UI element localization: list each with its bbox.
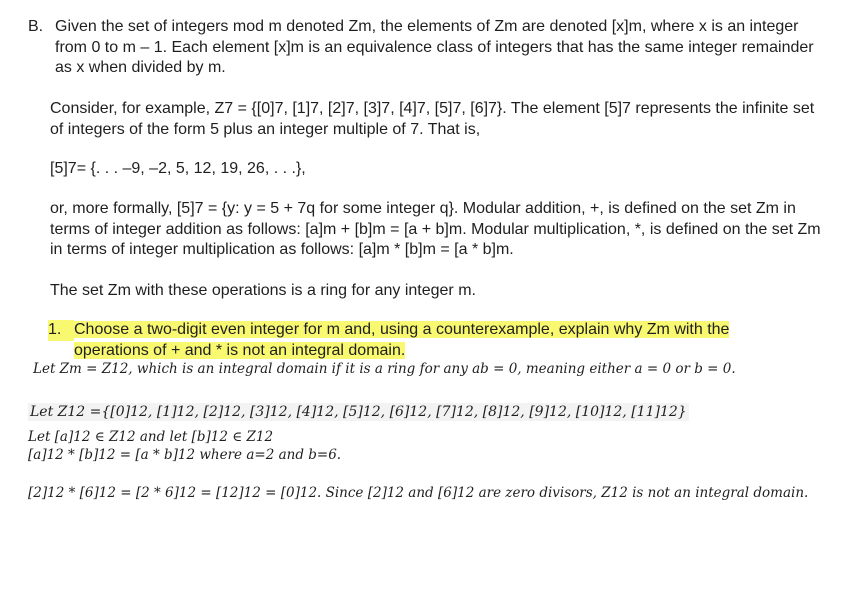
answer-let-a-b: Let [a]12 ∈ Z12 and let [b]12 ∈ Z12 (28, 429, 274, 445)
question-1 (48, 320, 808, 361)
question-line-1: Choose a two-digit even integer for m and, using a counterexample, explain why Zm with the (74, 321, 730, 338)
ring-statement: The set Zm with these operations is a ring for any integer m. (50, 282, 476, 299)
answer-z12-set: Let Z12 ={[0]12, [1]12, [2]12, [3]12, [4]12, [5]12, [6]12, [7]12, [8]12, [9]12, [10]12, [11]12} (30, 404, 687, 420)
answer-conclusion: [2]12 * [6]12 = [2 * 6]12 = [12]12 = [0]12. Since [2]12 and [6]12 are zero divisors, Z12 is not an integral domain. (28, 485, 809, 501)
answer-product: [a]12 * [b]12 = [a * b]12 where a=2 and b=6. (28, 447, 342, 463)
answer-let-zm: Let Zm = Z12, which is an integral domain if it is a ring for any ab = 0, meaning either a = 0 or b = 0. (33, 361, 736, 377)
question-marker: 1. (48, 320, 74, 341)
consider-paragraph: Consider, for example, Z7 = {[0]7, [1]7, [2]7, [3]7, [4]7, [5]7, [6]7}. The element [5]7 represents the infinite set of integers of the form 5 plus an integer multiple of 7. That is, (50, 100, 815, 138)
problem-b-paragraph (28, 17, 828, 79)
formal-definition-paragraph: or, more formally, [5]7 = {y: y = 5 + 7q for some integer q}. Modular addition, +, is defined on the set Zm in terms of integer addition as follows: [a]m + [b]m = [a + b]m. Modular multiplication, *, is defined on the set Zm in terms of integer multiplication as follows: [a]m * [b]m = [a * b]m. (50, 200, 821, 258)
problem-text: Given the set of integers mod m denoted Zm, the elements of Zm are denoted [x]m, where x is an integer from 0 to m – 1. Each element [x]m is an equivalence class of integers that has the same integer remainder as x when divided by m. (55, 18, 814, 76)
problem-marker: B. (28, 18, 44, 35)
set-example: [5]7= {. . . –9, –2, 5, 12, 19, 26, . . .}, (50, 160, 306, 177)
question-line-2: operations of + and * is not an integral domain. (74, 341, 406, 359)
